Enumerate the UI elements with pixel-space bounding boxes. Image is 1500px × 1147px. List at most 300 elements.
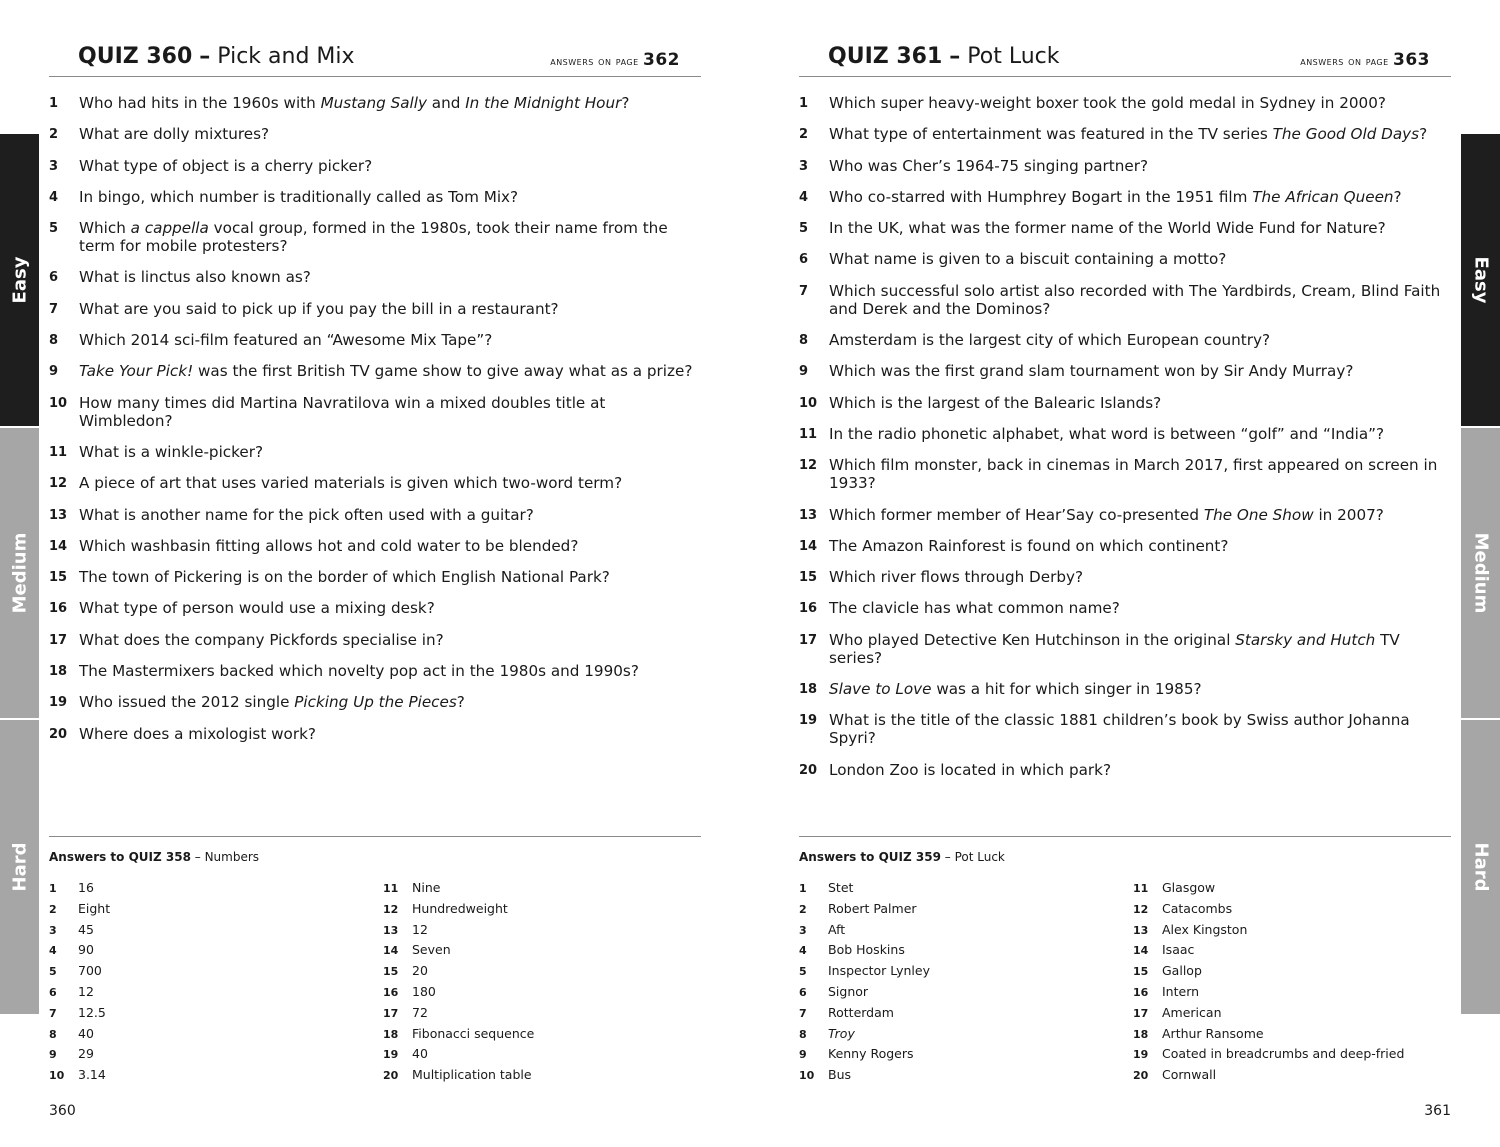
question-number: 1 — [49, 96, 59, 111]
answer-text: 29 — [78, 1046, 94, 1062]
question-list — [799, 94, 1451, 792]
question-text-part: ? — [1419, 125, 1428, 144]
answer-text: Inspector Lynley — [828, 963, 930, 979]
answers-page-ref — [1300, 50, 1430, 70]
answer-text: 12 — [78, 983, 94, 999]
answer-item — [49, 1026, 369, 1047]
answer-number: 6 — [799, 985, 807, 999]
right-page — [750, 0, 1500, 1147]
answer-item — [383, 922, 703, 943]
question-number: 18 — [799, 682, 818, 698]
answer-number: 15 — [1133, 965, 1149, 979]
question-text-part: What is linctus also known as? — [79, 268, 311, 287]
question-item — [49, 662, 701, 680]
question-text — [79, 693, 701, 711]
question-number: 5 — [799, 221, 809, 237]
question-text — [829, 599, 1451, 617]
answer-number: 10 — [799, 1069, 815, 1083]
question-text — [829, 568, 1451, 586]
question-item — [799, 250, 1451, 268]
question-text-part: TV series? — [829, 630, 1400, 667]
question-text-part: What name is given to a biscuit containing a motto? — [829, 250, 1227, 269]
tab-label: Easy — [1470, 256, 1491, 304]
question-italic-title: Picking Up the Pieces — [294, 693, 457, 712]
question-item — [799, 125, 1451, 143]
answer-number: 20 — [383, 1069, 399, 1083]
question-text-part: The town of Pickering is on the border of which English National Park? — [79, 568, 610, 587]
answers-on-label: answers on page — [550, 54, 639, 68]
question-text — [79, 443, 701, 461]
question-item — [799, 282, 1451, 318]
answer-number: 3 — [49, 923, 57, 937]
question-text-part: The Amazon Rainforest is found on which continent? — [829, 536, 1229, 555]
answer-text: 90 — [78, 942, 94, 958]
answer-number: 5 — [49, 965, 57, 979]
answer-item — [383, 1026, 703, 1047]
answer-text: 20 — [412, 963, 428, 979]
answer-item — [49, 963, 369, 984]
answer-column-1 — [49, 880, 369, 1088]
section-divider — [49, 836, 701, 837]
answer-text: Fibonacci sequence — [412, 1025, 535, 1041]
answer-item — [799, 1005, 1119, 1026]
answer-number: 20 — [1133, 1069, 1149, 1083]
quiz-title — [828, 44, 1060, 69]
answer-number: 19 — [1133, 1048, 1149, 1062]
answer-text: Bob Hoskins — [828, 942, 905, 958]
question-item — [799, 394, 1451, 412]
question-item — [49, 599, 701, 617]
question-number: 4 — [49, 189, 59, 205]
answer-number: 16 — [383, 985, 399, 999]
question-text-part: Who issued the 2012 single — [79, 693, 295, 712]
question-number: 9 — [799, 364, 809, 380]
quiz-header — [49, 44, 701, 77]
answer-item — [799, 880, 1119, 901]
answer-item — [49, 984, 369, 1005]
question-item — [799, 711, 1451, 747]
question-number: 6 — [799, 252, 809, 268]
question-text-part: The Mastermixers backed which novelty pop act in the 1980s and 1990s? — [79, 662, 639, 681]
answer-text: Aft — [828, 921, 846, 937]
question-text — [829, 125, 1451, 143]
question-text — [829, 282, 1451, 318]
question-item — [49, 219, 701, 255]
answer-item — [49, 942, 369, 963]
question-number: 5 — [49, 221, 59, 237]
page-number: 360 — [49, 1103, 76, 1119]
question-text-part: ? — [621, 94, 630, 112]
answer-number: 13 — [383, 923, 399, 937]
question-text — [79, 94, 701, 112]
question-text-part: Which — [79, 219, 131, 238]
answer-item — [799, 963, 1119, 984]
question-text — [829, 94, 1451, 112]
answer-item — [799, 1067, 1119, 1088]
answer-text: Stet — [828, 880, 854, 895]
answer-number: 3 — [799, 923, 807, 937]
answer-text: 72 — [412, 1004, 428, 1020]
question-number: 14 — [799, 538, 818, 554]
question-text — [79, 631, 701, 649]
question-italic-title: Mustang Sally — [320, 94, 427, 112]
question-text-part: was the first British TV game show to give away what as a prize? — [193, 362, 693, 381]
answer-text: Alex Kingston — [1162, 921, 1248, 937]
tab-label: Easy — [9, 256, 30, 304]
answers-heading-quiz: Answers to QUIZ 359 — [799, 850, 941, 864]
question-italic-title: The One Show — [1203, 505, 1314, 524]
answer-number: 12 — [383, 902, 399, 916]
question-text-part: How many times did Martina Navratilova win a mixed doubles title at Wimbledon? — [79, 393, 606, 430]
answer-column-1 — [799, 880, 1119, 1088]
answer-column-2 — [383, 880, 703, 1088]
question-italic-title: Starsky and Hutch — [1235, 630, 1376, 649]
answer-item — [799, 984, 1119, 1005]
question-number: 20 — [49, 726, 68, 742]
question-text-part: What type of person would use a mixing desk? — [79, 599, 435, 618]
answer-item — [1133, 922, 1453, 943]
answer-item — [383, 1046, 703, 1067]
answer-number: 1 — [799, 882, 807, 895]
question-text — [829, 680, 1451, 698]
question-text-part: What is another name for the pick often used with a guitar? — [79, 505, 534, 524]
question-item — [799, 157, 1451, 175]
answer-item — [1133, 1067, 1453, 1088]
question-text-part: What is a winkle-picker? — [79, 442, 264, 461]
answer-text: Coated in breadcrumbs and deep-fried — [1162, 1046, 1405, 1062]
answer-item — [383, 1067, 703, 1088]
quiz-title — [78, 44, 355, 69]
answer-number: 15 — [383, 965, 399, 979]
answer-number: 11 — [383, 882, 399, 895]
question-text-part: Which super heavy-weight boxer took the gold medal in Sydney in 2000? — [829, 94, 1386, 112]
question-italic-title: The Good Old Days — [1272, 125, 1420, 144]
answer-item — [799, 1026, 1119, 1047]
question-item — [49, 631, 701, 649]
question-text — [829, 331, 1451, 349]
tab-label: Medium — [1470, 532, 1491, 614]
question-text-part: Which successful solo artist also recorded with The Yardbirds, Cream, Blind Faith and Derek and the Dominos? — [829, 281, 1441, 318]
answer-number: 12 — [1133, 902, 1149, 916]
answer-number: 8 — [49, 1027, 57, 1041]
question-text-part: in 2007? — [1313, 505, 1384, 524]
question-text — [79, 157, 701, 175]
question-number: 4 — [799, 189, 809, 205]
question-item — [49, 362, 701, 380]
answer-item — [1133, 1005, 1453, 1026]
answers-heading — [799, 850, 1005, 864]
question-item — [799, 331, 1451, 349]
question-text — [79, 474, 701, 492]
question-number: 16 — [49, 601, 68, 617]
question-text-part: In the radio phonetic alphabet, what word is between “golf” and “India”? — [829, 424, 1385, 443]
question-item — [49, 331, 701, 349]
question-item — [49, 94, 701, 112]
question-italic-title: The African Queen — [1252, 187, 1394, 206]
question-text-part: vocal group, formed in the 1980s, took their name from the term for mobile protesters? — [79, 219, 668, 256]
question-item — [799, 761, 1451, 779]
question-number: 20 — [799, 762, 818, 778]
question-number: 15 — [799, 570, 818, 586]
answer-number: 8 — [799, 1027, 807, 1041]
answer-text: Multiplication table — [412, 1067, 532, 1083]
question-italic-title: In the Midnight Hour — [465, 94, 622, 112]
question-text-part: What are dolly mixtures? — [79, 125, 270, 144]
question-item — [799, 631, 1451, 667]
answer-text: Catacombs — [1162, 900, 1233, 916]
answer-number: 1 — [49, 882, 57, 895]
answer-item — [1133, 1046, 1453, 1067]
answer-text: American — [1162, 1004, 1222, 1020]
answer-number: 2 — [49, 902, 57, 916]
question-text-part: A piece of art that uses varied materials is given which two-word term? — [79, 474, 623, 493]
question-number: 7 — [799, 283, 809, 299]
answer-number: 9 — [49, 1048, 57, 1062]
answer-text: 180 — [412, 983, 436, 999]
answer-text: Robert Palmer — [828, 900, 917, 916]
answer-number: 10 — [49, 1069, 65, 1083]
question-text — [829, 219, 1451, 237]
question-text — [79, 219, 701, 255]
question-text — [79, 331, 701, 349]
question-italic-title: a cappella — [130, 219, 209, 238]
question-text-part: Which was the first grand slam tournament won by Sir Andy Murray? — [829, 362, 1354, 381]
answer-text: 3.14 — [78, 1067, 106, 1083]
answers-heading-topic: – Pot Luck — [940, 850, 1005, 864]
question-text-part: Who was Cher’s 1964-75 singing partner? — [829, 156, 1149, 175]
answer-item — [1133, 1026, 1453, 1047]
answer-item — [1133, 963, 1453, 984]
answer-number: 16 — [1133, 985, 1149, 999]
question-item — [49, 394, 701, 430]
answer-item — [49, 901, 369, 922]
tab-label: Hard — [9, 842, 30, 892]
question-number: 3 — [799, 158, 809, 174]
question-text — [829, 425, 1451, 443]
answer-number: 17 — [1133, 1006, 1149, 1020]
quiz-topic: Pot Luck — [967, 44, 1060, 69]
answer-text: 40 — [78, 1025, 94, 1041]
answer-text: 12 — [412, 921, 428, 937]
question-text — [79, 268, 701, 286]
answer-text: 45 — [78, 921, 94, 937]
question-item — [799, 425, 1451, 443]
answer-text: Rotterdam — [828, 1004, 894, 1020]
question-italic-title: Take Your Pick! — [79, 362, 194, 381]
question-text-part: was a hit for which singer in 1985? — [931, 680, 1202, 699]
question-item — [49, 300, 701, 318]
question-text-part: Who played Detective Ken Hutchinson in the original — [829, 630, 1236, 649]
question-text-part: In the UK, what was the former name of the World Wide Fund for Nature? — [829, 219, 1386, 238]
question-number: 2 — [49, 127, 59, 143]
answer-item — [383, 1005, 703, 1026]
question-number: 11 — [49, 444, 68, 460]
question-text-part: The clavicle has what common name? — [829, 599, 1120, 618]
question-number: 9 — [49, 364, 59, 380]
question-number: 10 — [49, 395, 68, 411]
answer-item — [799, 922, 1119, 943]
answer-number: 14 — [383, 944, 399, 958]
question-number: 16 — [799, 601, 818, 617]
question-item — [799, 188, 1451, 206]
tab-label: Medium — [9, 532, 30, 614]
section-divider — [799, 836, 1451, 837]
answer-text: Nine — [412, 880, 441, 895]
question-item — [49, 537, 701, 555]
answer-item — [383, 942, 703, 963]
answer-text: Glasgow — [1162, 880, 1216, 895]
tab-label: Hard — [1470, 842, 1491, 892]
question-text-part: What type of object is a cherry picker? — [79, 156, 373, 175]
answer-text: Intern — [1162, 983, 1200, 999]
answer-text: Troy — [828, 1025, 855, 1041]
answer-number: 17 — [383, 1006, 399, 1020]
question-text-part: Who co-starred with Humphrey Bogart in the 1951 film — [829, 187, 1253, 206]
question-text — [79, 568, 701, 586]
question-item — [799, 599, 1451, 617]
answer-text: Seven — [412, 942, 451, 958]
answer-text: Isaac — [1162, 942, 1195, 958]
question-number: 6 — [49, 270, 59, 286]
question-text — [79, 362, 701, 380]
answer-item — [1133, 880, 1453, 901]
question-text-part: In bingo, which number is traditionally called as Tom Mix? — [79, 187, 519, 206]
question-text-part: London Zoo is located in which park? — [829, 760, 1111, 779]
question-number: 8 — [799, 333, 809, 349]
question-number: 3 — [49, 158, 59, 174]
question-text — [79, 506, 701, 524]
answers-page-ref — [550, 50, 680, 70]
question-text-part: What is the title of the classic 1881 children’s book by Swiss author Johanna Spyri? — [829, 711, 1410, 748]
question-number: 10 — [799, 395, 818, 411]
quiz-number: QUIZ 360 — [78, 44, 193, 69]
question-item — [49, 474, 701, 492]
answers-heading-topic: – Numbers — [190, 850, 260, 864]
question-text — [829, 506, 1451, 524]
answer-number: 13 — [1133, 923, 1149, 937]
question-number: 1 — [799, 96, 809, 111]
answer-item — [1133, 901, 1453, 922]
question-text — [79, 662, 701, 680]
question-number: 14 — [49, 538, 68, 554]
question-number: 18 — [49, 664, 68, 680]
question-text — [79, 300, 701, 318]
question-text-part: Which washbasin fitting allows hot and cold water to be blended? — [79, 536, 579, 555]
question-number: 12 — [799, 458, 818, 474]
question-text-part: ? — [456, 693, 465, 712]
question-item — [799, 568, 1451, 586]
question-text-part: and — [426, 94, 466, 112]
question-text — [829, 188, 1451, 206]
answer-column-2 — [1133, 880, 1453, 1088]
answer-item — [383, 880, 703, 901]
question-text — [79, 725, 701, 743]
question-text-part: What type of entertainment was featured in the TV series — [829, 125, 1273, 144]
question-text-part: Which river flows through Derby? — [829, 568, 1084, 587]
question-text-part: What does the company Pickfords specialise in? — [79, 630, 444, 649]
title-dash: – — [949, 44, 961, 69]
question-number: 13 — [799, 507, 818, 523]
answer-item — [1133, 984, 1453, 1005]
question-item — [49, 725, 701, 743]
question-number: 19 — [799, 713, 818, 729]
question-text — [79, 394, 701, 430]
question-italic-title: Slave to Love — [829, 680, 932, 699]
page-number: 361 — [1424, 1103, 1451, 1119]
answers-heading — [49, 850, 259, 864]
answer-number: 11 — [1133, 882, 1149, 895]
answer-number: 19 — [383, 1048, 399, 1062]
answer-text: Cornwall — [1162, 1067, 1217, 1083]
question-text — [829, 250, 1451, 268]
quiz-topic: Pick and Mix — [217, 44, 355, 69]
answer-item — [383, 963, 703, 984]
answer-number: 9 — [799, 1048, 807, 1062]
question-item — [49, 506, 701, 524]
question-text — [829, 157, 1451, 175]
answers-on-label: answers on page — [1300, 54, 1389, 68]
question-text — [79, 537, 701, 555]
question-item — [49, 188, 701, 206]
answer-item — [383, 901, 703, 922]
answer-item — [799, 942, 1119, 963]
answer-number: 4 — [49, 944, 57, 958]
answer-number: 4 — [799, 944, 807, 958]
question-text-part: Which former member of Hear’Say co-presented — [829, 505, 1204, 524]
question-list — [49, 94, 701, 756]
question-number: 12 — [49, 476, 68, 492]
answer-item — [49, 1046, 369, 1067]
answer-item — [1133, 942, 1453, 963]
question-number: 2 — [799, 127, 809, 143]
question-text-part: Which 2014 sci-film featured an “Awesome Mix Tape”? — [79, 331, 493, 350]
question-item — [799, 362, 1451, 380]
answers-page-number: 362 — [643, 50, 680, 70]
question-item — [49, 125, 701, 143]
question-text — [79, 125, 701, 143]
question-text-part: Which film monster, back in cinemas in March 2017, first appeared on screen in 1933? — [829, 456, 1438, 493]
answer-text: Arthur Ransome — [1162, 1025, 1264, 1041]
question-text — [829, 631, 1451, 667]
question-item — [799, 680, 1451, 698]
answer-text: 40 — [412, 1046, 428, 1062]
question-number: 15 — [49, 570, 68, 586]
question-number: 19 — [49, 695, 68, 711]
answer-item — [799, 1046, 1119, 1067]
answer-number: 7 — [799, 1006, 807, 1020]
question-text — [829, 711, 1451, 747]
question-item — [49, 568, 701, 586]
question-item — [49, 157, 701, 175]
question-text — [829, 761, 1451, 779]
answer-item — [49, 1067, 369, 1088]
question-number: 13 — [49, 507, 68, 523]
question-text-part: Which is the largest of the Balearic Islands? — [829, 393, 1162, 412]
answer-number: 5 — [799, 965, 807, 979]
question-text — [79, 188, 701, 206]
question-item — [799, 506, 1451, 524]
question-text — [79, 599, 701, 617]
answers-page-number: 363 — [1393, 50, 1430, 70]
answer-number: 2 — [799, 902, 807, 916]
question-text — [829, 537, 1451, 555]
quiz-header — [799, 44, 1451, 77]
answers-heading-quiz: Answers to QUIZ 358 — [49, 850, 191, 864]
question-text-part: Where does a mixologist work? — [79, 724, 316, 743]
answer-item — [383, 984, 703, 1005]
question-number: 8 — [49, 333, 59, 349]
answer-text: 700 — [78, 963, 102, 979]
